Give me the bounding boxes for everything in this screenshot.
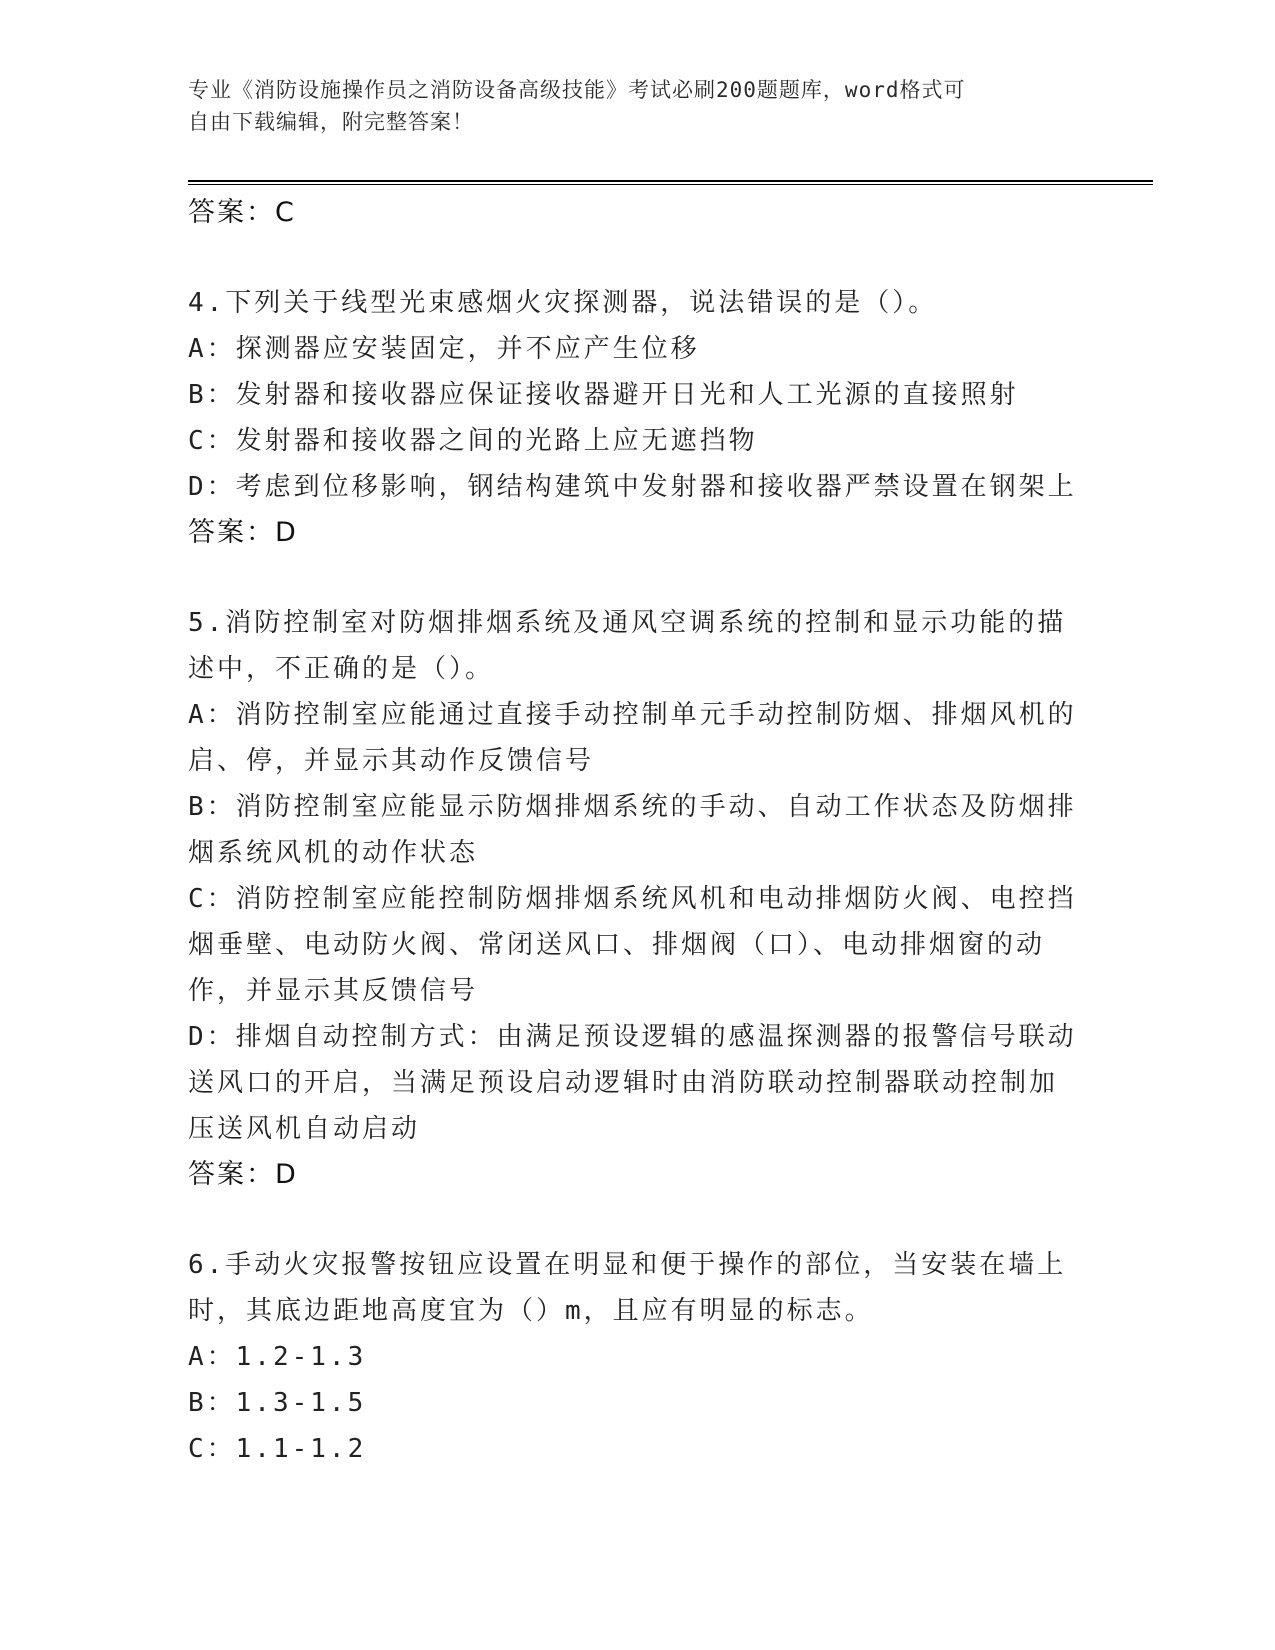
option-a-cont: 启、停，并显示其动作反馈信号 (188, 746, 595, 776)
spacer (188, 236, 1088, 280)
answer-previous: 答案：C (188, 197, 296, 228)
option-a: A：探测器应安装固定，并不应产生位移 (188, 334, 700, 364)
question-5 (188, 600, 1088, 1198)
option-c-cont: 烟垂壁、电动防火阀、常闭送风口、排烟阀（口）、电动排烟窗的动 (188, 930, 1046, 960)
option-c-cont: 作，并显示其反馈信号 (188, 976, 479, 1006)
spacer (188, 556, 1088, 600)
option-d: D：排烟自动控制方式：由满足预设逻辑的感温探测器的报警信号联动 (188, 1022, 1077, 1052)
header-divider-thick (188, 180, 1153, 182)
option-b: B：1.3-1.5 (188, 1388, 367, 1418)
answer: 答案：D (188, 517, 298, 548)
question-list (188, 190, 1088, 1472)
option-c: C：发射器和接收器之间的光路上应无遮挡物 (188, 426, 758, 456)
option-b: B：发射器和接收器应保证接收器避开日光和人工光源的直接照射 (188, 380, 1019, 410)
option-a: A：消防控制室应能通过直接手动控制单元手动控制防烟、排烟风机的 (188, 700, 1077, 730)
option-d-cont: 送风口的开启，当满足预设启动逻辑时由消防联动控制器联动控制加 (188, 1068, 1059, 1098)
header-divider-thin (188, 184, 1153, 185)
option-c: C：消防控制室应能控制防烟排烟系统风机和电动排烟防火阀、电控挡 (188, 884, 1077, 914)
option-b-cont: 烟系统风机的动作状态 (188, 838, 479, 868)
option-b: B：消防控制室应能显示防烟排烟系统的手动、自动工作状态及防烟排 (188, 792, 1077, 822)
header-line-1: 专业《消防设施操作员之消防设备高级技能》考试必刷200题题库，word格式可 (188, 78, 966, 102)
option-c: C：1.1-1.2 (188, 1434, 367, 1464)
question-stem: 5.消防控制室对防烟排烟系统及通风空调系统的控制和显示功能的描 (188, 608, 1067, 638)
answer: 答案：D (188, 1159, 298, 1190)
option-a: A：1.2-1.3 (188, 1342, 367, 1372)
header-line-2: 自由下载编辑，附完整答案！ (188, 110, 474, 134)
document-header (188, 74, 1068, 138)
question-stem-cont: 时，其底边距地高度宜为（）m，且应有明显的标志。 (188, 1296, 874, 1326)
question-stem-cont: 述中，不正确的是（）。 (188, 654, 495, 684)
option-d: D：考虑到位移影响，钢结构建筑中发射器和接收器严禁设置在钢架上 (188, 472, 1077, 502)
question-4 (188, 280, 1088, 556)
question-stem: 4.下列关于线型光束感烟火灾探测器，说法错误的是（）。 (188, 288, 938, 318)
question-6 (188, 1242, 1088, 1472)
spacer (188, 1198, 1088, 1242)
question-stem: 6.手动火灾报警按钮应设置在明显和便于操作的部位，当安装在墙上 (188, 1250, 1067, 1280)
option-d-cont: 压送风机自动启动 (188, 1114, 421, 1144)
